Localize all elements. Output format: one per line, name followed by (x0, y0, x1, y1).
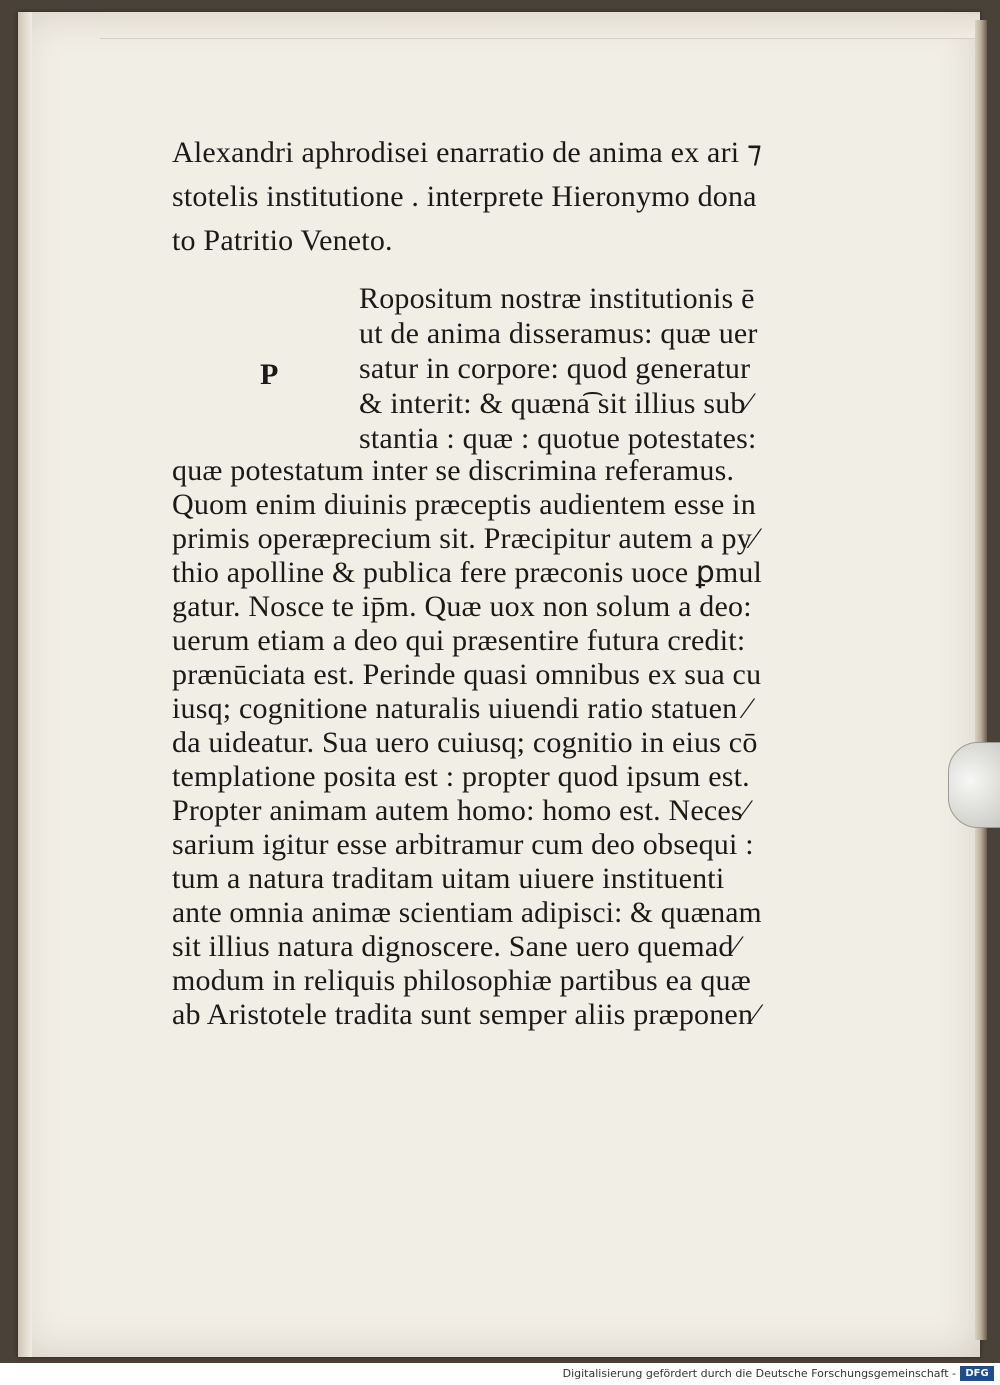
indented-line: ut de anima disseramus: quæ uer (359, 317, 758, 350)
body-line: templatione posita est : propter quod ipsum est. (172, 760, 750, 793)
title-line: to Patritio Veneto. (172, 224, 393, 257)
body-line: ab Aristotele tradita sunt semper aliis præponen⁄ (172, 998, 759, 1031)
body-line: Propter animam autem homo: homo est. Neces⁄ (172, 794, 748, 827)
indented-line: Ropositum nostræ institutionis ē (359, 282, 755, 315)
body-line: prænūciata est. Perinde quasi omnibus ex sua cu (172, 658, 762, 691)
footer-credit: Digitalisierung gefördert durch die Deutsche Forschungsgemeinschaft - (562, 1367, 956, 1380)
footer-bar (0, 1363, 1000, 1385)
body-line: uerum etiam a deo qui præsentire futura credit: (172, 624, 746, 657)
body-line: ante omnia animæ scientiam adipisci: & quænam (172, 896, 762, 929)
body-line: modum in reliquis philosophiæ partibus ea quæ (172, 964, 751, 997)
body-line: iusq; cognitione naturalis uiuendi ratio statuen ⁄ (172, 692, 751, 725)
indented-line: stantia : quæ : quotue potestates: (359, 422, 757, 455)
body-line: thio apolline & publica fere præconis uoce ꝑmul (172, 556, 762, 589)
body-line: tum a natura traditam uitam uiuere instituenti (172, 862, 725, 895)
clip-tab (948, 742, 1000, 828)
page-gutter (18, 12, 32, 1357)
body-line: da uideatur. Sua uero cuiusq; cognitio in eius cō (172, 726, 758, 759)
dfg-logo: DFG (960, 1366, 994, 1381)
indented-line: satur in corpore: quod generatur (359, 352, 751, 385)
indented-line: & interit: & quæna͡ sit illius sub⁄ (359, 387, 751, 420)
body-line: sit illius natura dignoscere. Sane uero quemad⁄ (172, 930, 739, 963)
initial-letter: P (260, 358, 279, 391)
body-line: Quom enim diuinis præceptis audientem esse in (172, 488, 756, 521)
body-line: sarium igitur esse arbitramur cum deo obsequi : (172, 828, 754, 861)
body-line: gatur. Nosce te ip̄m. Quæ uox non solum a deo: (172, 590, 752, 623)
body-line: primis operæprecium sit. Præcipitur autem a py⁄ (172, 522, 758, 555)
body-line: quæ potestatum inter se discrimina referamus. (172, 454, 735, 487)
title-line: Alexandri aphrodisei enarratio de anima ex ari ⁊ (172, 136, 763, 169)
title-line: stotelis institutione . interprete Hieronymo dona (172, 180, 757, 213)
top-page-fold (100, 14, 980, 39)
page-edge (975, 20, 987, 1340)
